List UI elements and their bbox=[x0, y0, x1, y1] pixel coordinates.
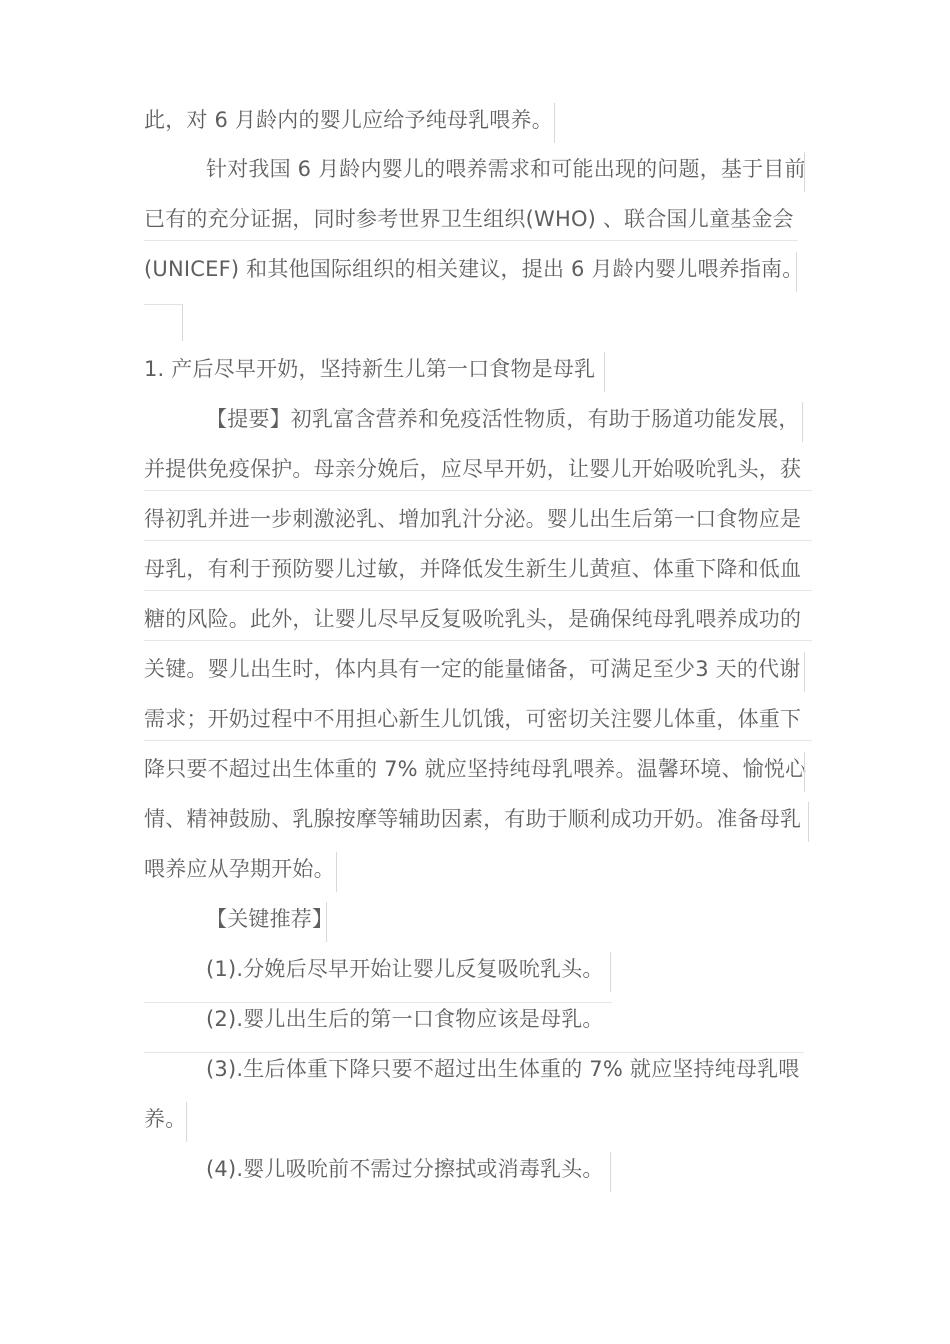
text-edge-marker bbox=[804, 752, 805, 792]
text-baseline-marker bbox=[144, 1052, 804, 1053]
paragraph-line bbox=[144, 544, 801, 594]
text-edge-marker bbox=[802, 402, 803, 442]
paragraph-line bbox=[144, 95, 553, 145]
line-text: 针对我国 6 月龄内婴儿的喂养需求和可能出现的问题，基于目前 bbox=[206, 157, 806, 181]
recommendation-text: (1).分娩后尽早开始让婴儿反复吸吮乳头。 bbox=[206, 957, 604, 981]
recommendation-item bbox=[144, 994, 604, 1044]
line-text: 此，对 6 月龄内的婴儿应给予纯母乳喂养。 bbox=[144, 108, 553, 132]
text-baseline-marker bbox=[144, 490, 812, 491]
text-edge-marker bbox=[554, 103, 555, 143]
paragraph-line bbox=[144, 444, 801, 494]
text-baseline-marker bbox=[144, 240, 798, 241]
subsection-heading bbox=[206, 894, 333, 944]
paragraph-line bbox=[144, 194, 794, 244]
section-heading bbox=[144, 344, 595, 394]
empty-line-marker bbox=[144, 304, 183, 341]
line-text: 得初乳并进一步刺激泌乳、增加乳汁分泌。婴儿出生后第一口食物应是 bbox=[144, 507, 802, 531]
text-edge-marker bbox=[804, 652, 805, 692]
text-baseline-marker bbox=[144, 1002, 612, 1003]
line-text: 【提要】初乳富含营养和免疫活性物质，有助于肠道功能发展， bbox=[206, 407, 800, 431]
paragraph-line bbox=[144, 594, 801, 644]
text-baseline-marker bbox=[144, 740, 812, 741]
text-edge-marker bbox=[326, 902, 327, 942]
recommendation-continuation bbox=[144, 1094, 186, 1144]
line-text: 降只要不超过出生体重的 7% 就应坚持纯母乳喂养。温馨环境、愉悦心 bbox=[144, 757, 807, 781]
heading-text: 1. 产后尽早开奶，坚持新生儿第一口食物是母乳 bbox=[144, 357, 596, 381]
text-edge-marker bbox=[610, 952, 611, 992]
line-text: 糖的风险。此外，让婴儿尽早反复吸吮乳头，是确保纯母乳喂养成功的 bbox=[144, 607, 802, 631]
paragraph-line bbox=[144, 844, 335, 894]
line-text: 关键。婴儿出生时，体内具有一定的能量储备，可满足至少3 天的代谢 bbox=[144, 657, 801, 681]
line-text: 并提供免疫保护。母亲分娩后，应尽早开奶，让婴儿开始吸吮乳头，获 bbox=[144, 457, 802, 481]
text-edge-marker bbox=[808, 802, 809, 842]
paragraph-line bbox=[206, 394, 800, 444]
paragraph-line bbox=[144, 694, 801, 744]
text-edge-marker bbox=[796, 252, 797, 292]
line-text: (UNICEF) 和其他国际组织的相关建议，提出 6 月龄内婴儿喂养指南。 bbox=[144, 257, 804, 281]
line-text: 喂养应从孕期开始。 bbox=[144, 857, 335, 881]
text-edge-marker bbox=[610, 1152, 611, 1192]
text-baseline-marker bbox=[144, 540, 812, 541]
recommendation-item bbox=[206, 944, 604, 994]
line-text: 已有的充分证据，同时参考世界卫生组织(WHO) 、联合国儿童基金会 bbox=[144, 207, 794, 231]
text-baseline-marker bbox=[144, 590, 812, 591]
text-baseline-marker bbox=[144, 640, 812, 641]
line-text: 母乳，有利于预防婴儿过敏，并降低发生新生儿黄疸、体重下降和低血 bbox=[144, 557, 802, 581]
paragraph-line bbox=[144, 744, 806, 794]
text-edge-marker bbox=[804, 152, 805, 192]
paragraph-line bbox=[206, 144, 806, 194]
text-edge-marker bbox=[604, 352, 605, 392]
line-text: 情、精神鼓励、乳腺按摩等辅助因素，有助于顺利成功开奶。准备母乳 bbox=[144, 807, 802, 831]
recommendation-text: (4).婴儿吸吮前不需过分擦拭或消毒乳头。 bbox=[206, 1157, 604, 1181]
paragraph-line bbox=[144, 794, 801, 844]
recommendation-text: (3).生后体重下降只要不超过出生体重的 7% 就应坚持纯母乳喂 bbox=[206, 1057, 800, 1081]
line-text: 需求；开奶过程中不用担心新生儿饥饿，可密切关注婴儿体重，体重下 bbox=[144, 707, 802, 731]
recommendation-item bbox=[144, 1044, 800, 1094]
paragraph-line bbox=[144, 494, 801, 544]
paragraph-line bbox=[144, 644, 800, 694]
paragraph-line bbox=[144, 244, 803, 294]
heading-text: 【关键推荐】 bbox=[206, 907, 334, 931]
text-edge-marker bbox=[186, 1102, 187, 1142]
recommendation-item bbox=[206, 1144, 604, 1194]
text-edge-marker bbox=[336, 852, 337, 892]
recommendation-text: (2).婴儿出生后的第一口食物应该是母乳。 bbox=[206, 1007, 604, 1031]
recommendation-text: 养。 bbox=[144, 1107, 187, 1131]
